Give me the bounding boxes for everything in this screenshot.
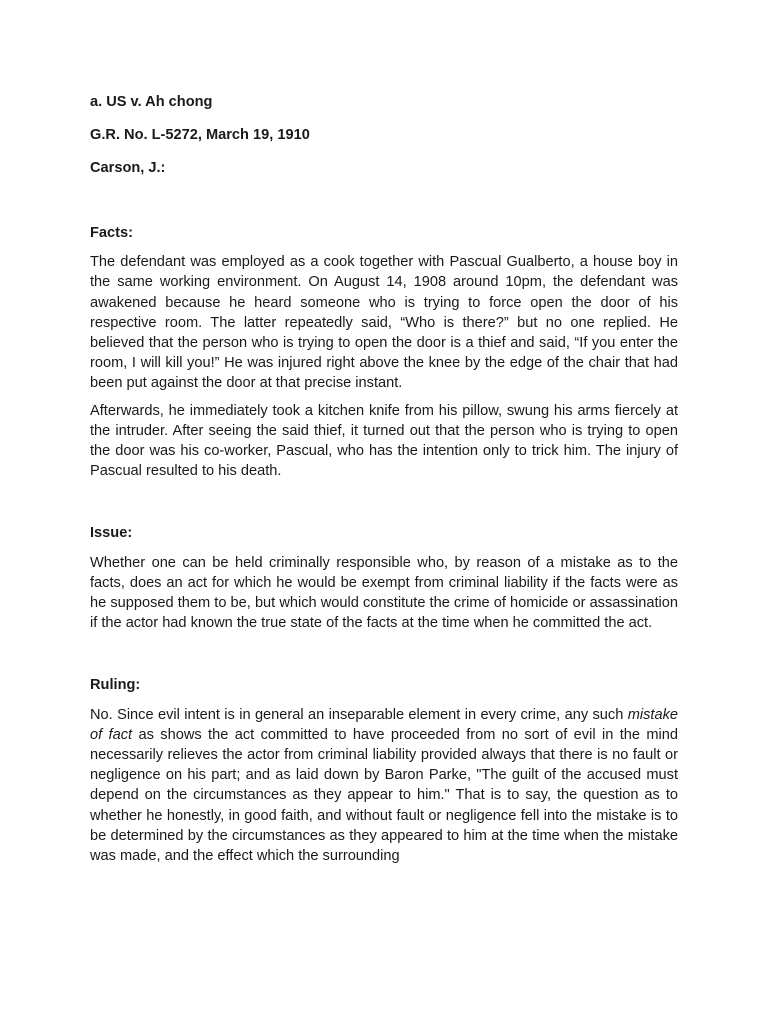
ruling-italic-term: mistake of fact [90, 706, 678, 743]
issue-heading: Issue: [90, 525, 133, 542]
case-number: G.R. No. L-5272, March 19, 1910 [90, 127, 310, 143]
facts-paragraph-2: Afterwards, he immediately took a kitchen knife from his pillow, swung his arms fiercely at the intruder. After seeing the said thief, it turned out that the person who is trying to open the door was his co-worker, Pascual, who has the intention only to trick him. The injury of Pascual resulted to his death. [90, 402, 678, 480]
ruling-paragraph [90, 705, 678, 867]
ruling-heading: Ruling: [90, 677, 141, 694]
case-title: a. US v. Ah chong [90, 94, 213, 110]
document-page [90, 92, 678, 866]
ruling-lead: No. Since evil intent is in general an inseparable element in every crime, any such [90, 706, 624, 723]
issue-paragraph: Whether one can be held criminally responsible who, by reason of a mistake as to the facts, does an act for which he would be exempt from criminal liability if the facts were as he supposed them to be, but which would constitute the crime of homicide or assassination if the actor had known the true state of the facts at the time when he committed the act. [90, 554, 678, 632]
facts-paragraph-1: The defendant was employed as a cook together with Pascual Gualberto, a house boy in the same working environment. On August 14, 1908 around 10pm, the defendant was awakened because he heard someone who is trying to force open the door of his respective room. The latter repeatedly said, “Who is there?” but no one replied. He believed that the person who is trying to open the door is a thief and said, “If you enter the room, I will kill you!” He was injured right above the knee by the edge of the chair that had been put against the door at that precise instant. [90, 254, 678, 392]
ponente: Carson, J.: [90, 160, 166, 176]
ruling-rest: as shows the act committed to have proceeded from no sort of evil in the mind necessarily relieves the actor from criminal liability provided always that there is no fault or negligence on his part; and as laid down by Baron Parke, "The guilt of the accused must depend on the circumstances as they appear to him." That is to say, the question as to whether he honestly, in good faith, and without fault or negligence fell into the mistake is to be determined by the circumstances as they appeared to him at the time when the mistake was made, and the effect which the surrounding [90, 726, 679, 865]
facts-heading: Facts: [90, 225, 133, 241]
